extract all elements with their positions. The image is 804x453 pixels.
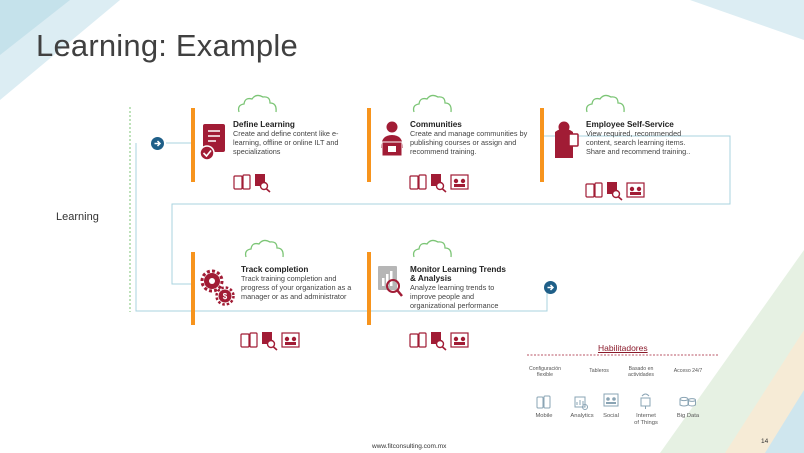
step-title: Monitor Learning Trends	[410, 265, 506, 274]
page-number: 14	[761, 438, 769, 445]
step-title: Employee Self-Service	[586, 120, 674, 129]
social-icon	[603, 393, 619, 409]
step-title: Track completion	[241, 265, 309, 274]
habilitador-label: Analytics	[570, 413, 594, 419]
habilitador-category: Acceso 24/7	[673, 368, 703, 374]
step-description: Create and manage communities by publishing courses or assign and recommend training.	[410, 129, 528, 157]
habilitador-category: Tableros	[589, 368, 609, 374]
footer-url: www.fitconsulting.com.mx	[372, 443, 447, 450]
step-title: & Analysis	[410, 274, 452, 283]
habilitador-category: Basado en actividades	[628, 366, 654, 378]
svg-text:$: $	[222, 292, 228, 301]
mobile-icon	[536, 395, 552, 411]
step-description: View required, recommended content, search learning items. Share and recommend training..	[586, 129, 691, 157]
habilitador-category: Configuración flexible	[528, 366, 561, 378]
slide-title: Learning: Example	[36, 28, 298, 63]
habilitador-label: Mobile	[535, 413, 553, 419]
step-description: Create and define content like e-learning, offline or online ILT and specializations	[233, 129, 339, 157]
big-data-icon	[679, 396, 697, 408]
step-description: Track training completion and progress of your organization as a manager or as and administrator	[241, 274, 352, 302]
side-label: Learning	[56, 211, 99, 223]
step-title: Define Learning	[233, 120, 295, 129]
habilitadores-title: Habilitadores	[598, 343, 648, 353]
iot-icon	[638, 392, 654, 410]
habilitador-label: Big Data	[676, 413, 700, 419]
analytics-icon	[574, 395, 590, 411]
habilitador-label: Internet of Things	[634, 413, 658, 426]
step-title: Communities	[410, 120, 462, 129]
habilitador-label: Social	[603, 413, 619, 419]
step-description: Analyze learning trends to improve people and organizational performance	[410, 283, 499, 311]
